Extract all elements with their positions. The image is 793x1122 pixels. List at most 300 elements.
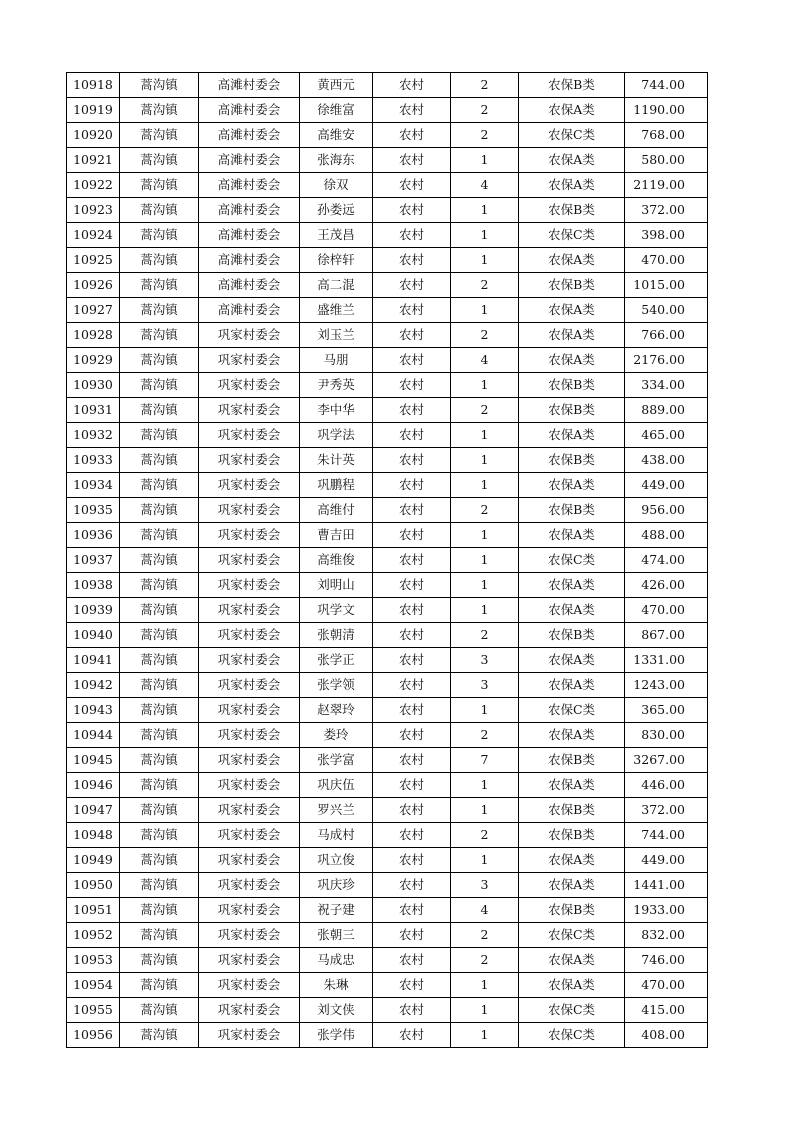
village-committee-cell: 高滩村委会	[199, 248, 300, 273]
town-cell: 蒿沟镇	[120, 898, 199, 923]
table-row	[67, 848, 708, 873]
person-name-cell: 刘文侠	[300, 998, 373, 1023]
insurance-category-cell: 农保B类	[519, 898, 625, 923]
household-count-cell: 2	[451, 273, 519, 298]
area-type-cell: 农村	[373, 573, 451, 598]
household-count-cell: 1	[451, 1023, 519, 1048]
amount-cell: 398.00	[625, 223, 708, 248]
town-cell: 蒿沟镇	[120, 173, 199, 198]
household-count-cell: 2	[451, 73, 519, 98]
person-name-cell: 刘玉兰	[300, 323, 373, 348]
amount-cell: 580.00	[625, 148, 708, 173]
table-row	[67, 123, 708, 148]
amount-cell: 449.00	[625, 473, 708, 498]
town-cell: 蒿沟镇	[120, 873, 199, 898]
town-cell: 蒿沟镇	[120, 573, 199, 598]
area-type-cell: 农村	[373, 198, 451, 223]
household-count-cell: 2	[451, 323, 519, 348]
person-name-cell: 黄西元	[300, 73, 373, 98]
insurance-category-cell: 农保A类	[519, 873, 625, 898]
table-row	[67, 723, 708, 748]
amount-cell: 830.00	[625, 723, 708, 748]
record-id-cell: 10955	[67, 998, 120, 1023]
amount-cell: 470.00	[625, 248, 708, 273]
town-cell: 蒿沟镇	[120, 98, 199, 123]
area-type-cell: 农村	[373, 923, 451, 948]
person-name-cell: 刘明山	[300, 573, 373, 598]
town-cell: 蒿沟镇	[120, 348, 199, 373]
village-committee-cell: 巩家村委会	[199, 848, 300, 873]
person-name-cell: 尹秀英	[300, 373, 373, 398]
village-committee-cell: 巩家村委会	[199, 698, 300, 723]
household-count-cell: 4	[451, 173, 519, 198]
amount-cell: 540.00	[625, 298, 708, 323]
person-name-cell: 张学正	[300, 648, 373, 673]
person-name-cell: 张海东	[300, 148, 373, 173]
village-committee-cell: 巩家村委会	[199, 598, 300, 623]
area-type-cell: 农村	[373, 798, 451, 823]
area-type-cell: 农村	[373, 548, 451, 573]
area-type-cell: 农村	[373, 598, 451, 623]
town-cell: 蒿沟镇	[120, 848, 199, 873]
person-name-cell: 巩学法	[300, 423, 373, 448]
record-id-cell: 10929	[67, 348, 120, 373]
village-committee-cell: 巩家村委会	[199, 473, 300, 498]
amount-cell: 1015.00	[625, 273, 708, 298]
table-row	[67, 823, 708, 848]
area-type-cell: 农村	[373, 623, 451, 648]
town-cell: 蒿沟镇	[120, 123, 199, 148]
insurance-category-cell: 农保A类	[519, 473, 625, 498]
record-id-cell: 10934	[67, 473, 120, 498]
record-id-cell: 10937	[67, 548, 120, 573]
household-count-cell: 2	[451, 823, 519, 848]
table-row	[67, 498, 708, 523]
amount-cell: 372.00	[625, 198, 708, 223]
amount-cell: 746.00	[625, 948, 708, 973]
household-count-cell: 1	[451, 798, 519, 823]
table-row	[67, 798, 708, 823]
area-type-cell: 农村	[373, 123, 451, 148]
person-name-cell: 徐维富	[300, 98, 373, 123]
town-cell: 蒿沟镇	[120, 673, 199, 698]
insurance-category-cell: 农保B类	[519, 73, 625, 98]
record-id-cell: 10920	[67, 123, 120, 148]
village-committee-cell: 巩家村委会	[199, 398, 300, 423]
insurance-category-cell: 农保C类	[519, 123, 625, 148]
village-committee-cell: 高滩村委会	[199, 198, 300, 223]
amount-cell: 415.00	[625, 998, 708, 1023]
amount-cell: 449.00	[625, 848, 708, 873]
amount-cell: 889.00	[625, 398, 708, 423]
record-id-cell: 10952	[67, 923, 120, 948]
household-count-cell: 1	[451, 373, 519, 398]
amount-cell: 832.00	[625, 923, 708, 948]
village-committee-cell: 巩家村委会	[199, 773, 300, 798]
household-count-cell: 1	[451, 298, 519, 323]
amount-cell: 446.00	[625, 773, 708, 798]
household-count-cell: 1	[451, 548, 519, 573]
household-count-cell: 4	[451, 898, 519, 923]
village-committee-cell: 巩家村委会	[199, 623, 300, 648]
table-row	[67, 223, 708, 248]
village-committee-cell: 巩家村委会	[199, 973, 300, 998]
household-count-cell: 1	[451, 448, 519, 473]
record-id-cell: 10947	[67, 798, 120, 823]
person-name-cell: 张学领	[300, 673, 373, 698]
person-name-cell: 王茂昌	[300, 223, 373, 248]
area-type-cell: 农村	[373, 223, 451, 248]
person-name-cell: 孙娄远	[300, 198, 373, 223]
person-name-cell: 李中华	[300, 398, 373, 423]
insurance-category-cell: 农保A类	[519, 98, 625, 123]
insurance-category-cell: 农保A类	[519, 173, 625, 198]
area-type-cell: 农村	[373, 173, 451, 198]
table-row	[67, 248, 708, 273]
record-id-cell: 10928	[67, 323, 120, 348]
person-name-cell: 高二混	[300, 273, 373, 298]
area-type-cell: 农村	[373, 423, 451, 448]
person-name-cell: 马成忠	[300, 948, 373, 973]
record-id-cell: 10946	[67, 773, 120, 798]
village-committee-cell: 巩家村委会	[199, 948, 300, 973]
amount-cell: 1243.00	[625, 673, 708, 698]
person-name-cell: 赵翠玲	[300, 698, 373, 723]
household-count-cell: 1	[451, 423, 519, 448]
table-body	[67, 73, 708, 1048]
insurance-category-cell: 农保C类	[519, 223, 625, 248]
record-id-cell: 10923	[67, 198, 120, 223]
person-name-cell: 张学伟	[300, 1023, 373, 1048]
person-name-cell: 娄玲	[300, 723, 373, 748]
town-cell: 蒿沟镇	[120, 773, 199, 798]
person-name-cell: 巩鹏程	[300, 473, 373, 498]
town-cell: 蒿沟镇	[120, 698, 199, 723]
record-id-cell: 10919	[67, 98, 120, 123]
table-row	[67, 448, 708, 473]
village-committee-cell: 高滩村委会	[199, 98, 300, 123]
record-id-cell: 10945	[67, 748, 120, 773]
record-id-cell: 10943	[67, 698, 120, 723]
area-type-cell: 农村	[373, 523, 451, 548]
table-row	[67, 373, 708, 398]
record-id-cell: 10926	[67, 273, 120, 298]
person-name-cell: 张朝清	[300, 623, 373, 648]
person-name-cell: 张学富	[300, 748, 373, 773]
insurance-category-cell: 农保A类	[519, 673, 625, 698]
amount-cell: 334.00	[625, 373, 708, 398]
area-type-cell: 农村	[373, 698, 451, 723]
household-count-cell: 1	[451, 998, 519, 1023]
record-id-cell: 10941	[67, 648, 120, 673]
town-cell: 蒿沟镇	[120, 423, 199, 448]
area-type-cell: 农村	[373, 298, 451, 323]
area-type-cell: 农村	[373, 73, 451, 98]
village-committee-cell: 高滩村委会	[199, 123, 300, 148]
amount-cell: 426.00	[625, 573, 708, 598]
insurance-category-cell: 农保C类	[519, 698, 625, 723]
town-cell: 蒿沟镇	[120, 823, 199, 848]
insurance-category-cell: 农保C类	[519, 1023, 625, 1048]
household-count-cell: 2	[451, 98, 519, 123]
table-row	[67, 173, 708, 198]
area-type-cell: 农村	[373, 448, 451, 473]
table-row	[67, 348, 708, 373]
table-row	[67, 323, 708, 348]
table-row	[67, 773, 708, 798]
town-cell: 蒿沟镇	[120, 723, 199, 748]
insurance-category-cell: 农保B类	[519, 198, 625, 223]
town-cell: 蒿沟镇	[120, 948, 199, 973]
person-name-cell: 高维安	[300, 123, 373, 148]
table-row	[67, 698, 708, 723]
area-type-cell: 农村	[373, 648, 451, 673]
household-count-cell: 7	[451, 748, 519, 773]
amount-cell: 744.00	[625, 823, 708, 848]
insurance-category-cell: 农保A类	[519, 323, 625, 348]
table-row	[67, 523, 708, 548]
household-count-cell: 1	[451, 523, 519, 548]
insurance-category-cell: 农保A类	[519, 573, 625, 598]
area-type-cell: 农村	[373, 148, 451, 173]
amount-cell: 465.00	[625, 423, 708, 448]
village-committee-cell: 巩家村委会	[199, 448, 300, 473]
village-committee-cell: 巩家村委会	[199, 548, 300, 573]
amount-cell: 1933.00	[625, 898, 708, 923]
insurance-category-cell: 农保A类	[519, 248, 625, 273]
village-committee-cell: 高滩村委会	[199, 173, 300, 198]
town-cell: 蒿沟镇	[120, 198, 199, 223]
table-row	[67, 298, 708, 323]
household-count-cell: 2	[451, 498, 519, 523]
village-committee-cell: 巩家村委会	[199, 673, 300, 698]
village-committee-cell: 巩家村委会	[199, 1023, 300, 1048]
insurance-category-cell: 农保A类	[519, 773, 625, 798]
town-cell: 蒿沟镇	[120, 623, 199, 648]
person-name-cell: 徐双	[300, 173, 373, 198]
insurance-category-cell: 农保B类	[519, 448, 625, 473]
household-count-cell: 4	[451, 348, 519, 373]
village-committee-cell: 巩家村委会	[199, 498, 300, 523]
town-cell: 蒿沟镇	[120, 273, 199, 298]
town-cell: 蒿沟镇	[120, 923, 199, 948]
village-committee-cell: 巩家村委会	[199, 748, 300, 773]
household-count-cell: 1	[451, 223, 519, 248]
household-count-cell: 3	[451, 673, 519, 698]
area-type-cell: 农村	[373, 373, 451, 398]
amount-cell: 474.00	[625, 548, 708, 573]
amount-cell: 2176.00	[625, 348, 708, 373]
area-type-cell: 农村	[373, 348, 451, 373]
village-committee-cell: 巩家村委会	[199, 723, 300, 748]
town-cell: 蒿沟镇	[120, 523, 199, 548]
insurance-category-cell: 农保A类	[519, 423, 625, 448]
amount-cell: 1441.00	[625, 873, 708, 898]
household-count-cell: 1	[451, 473, 519, 498]
village-committee-cell: 巩家村委会	[199, 348, 300, 373]
village-committee-cell: 巩家村委会	[199, 798, 300, 823]
amount-cell: 470.00	[625, 973, 708, 998]
record-id-cell: 10935	[67, 498, 120, 523]
town-cell: 蒿沟镇	[120, 1023, 199, 1048]
person-name-cell: 高维俊	[300, 548, 373, 573]
person-name-cell: 朱计英	[300, 448, 373, 473]
table-row	[67, 98, 708, 123]
record-id-cell: 10944	[67, 723, 120, 748]
person-name-cell: 巩庆珍	[300, 873, 373, 898]
household-count-cell: 1	[451, 148, 519, 173]
person-name-cell: 巩学文	[300, 598, 373, 623]
insurance-category-cell: 农保A类	[519, 948, 625, 973]
table-row	[67, 598, 708, 623]
person-name-cell: 祝子建	[300, 898, 373, 923]
village-committee-cell: 巩家村委会	[199, 423, 300, 448]
table-row	[67, 648, 708, 673]
household-count-cell: 3	[451, 648, 519, 673]
household-count-cell: 2	[451, 723, 519, 748]
village-committee-cell: 巩家村委会	[199, 523, 300, 548]
record-id-cell: 10925	[67, 248, 120, 273]
record-id-cell: 10924	[67, 223, 120, 248]
table-row	[67, 423, 708, 448]
record-id-cell: 10948	[67, 823, 120, 848]
amount-cell: 766.00	[625, 323, 708, 348]
insurance-category-cell: 农保A类	[519, 848, 625, 873]
record-id-cell: 10927	[67, 298, 120, 323]
town-cell: 蒿沟镇	[120, 798, 199, 823]
amount-cell: 1331.00	[625, 648, 708, 673]
village-committee-cell: 高滩村委会	[199, 148, 300, 173]
town-cell: 蒿沟镇	[120, 473, 199, 498]
record-id-cell: 10930	[67, 373, 120, 398]
amount-cell: 365.00	[625, 698, 708, 723]
record-id-cell: 10940	[67, 623, 120, 648]
insurance-category-cell: 农保A类	[519, 348, 625, 373]
insurance-category-cell: 农保B类	[519, 273, 625, 298]
person-name-cell: 巩庆伍	[300, 773, 373, 798]
insurance-category-cell: 农保B类	[519, 373, 625, 398]
table-row	[67, 623, 708, 648]
record-id-cell: 10954	[67, 973, 120, 998]
person-name-cell: 朱琳	[300, 973, 373, 998]
town-cell: 蒿沟镇	[120, 248, 199, 273]
area-type-cell: 农村	[373, 898, 451, 923]
area-type-cell: 农村	[373, 673, 451, 698]
amount-cell: 956.00	[625, 498, 708, 523]
area-type-cell: 农村	[373, 473, 451, 498]
person-name-cell: 高维付	[300, 498, 373, 523]
amount-cell: 867.00	[625, 623, 708, 648]
amount-cell: 1190.00	[625, 98, 708, 123]
village-committee-cell: 高滩村委会	[199, 223, 300, 248]
town-cell: 蒿沟镇	[120, 548, 199, 573]
record-id-cell: 10922	[67, 173, 120, 198]
household-count-cell: 1	[451, 248, 519, 273]
table-row	[67, 398, 708, 423]
insurance-category-cell: 农保A类	[519, 148, 625, 173]
record-id-cell: 10931	[67, 398, 120, 423]
insurance-category-cell: 农保C类	[519, 548, 625, 573]
person-name-cell: 张朝三	[300, 923, 373, 948]
person-name-cell: 徐梓轩	[300, 248, 373, 273]
amount-cell: 768.00	[625, 123, 708, 148]
insurance-category-cell: 农保C类	[519, 998, 625, 1023]
insurance-category-cell: 农保B类	[519, 748, 625, 773]
town-cell: 蒿沟镇	[120, 748, 199, 773]
area-type-cell: 农村	[373, 723, 451, 748]
record-id-cell: 10951	[67, 898, 120, 923]
household-count-cell: 1	[451, 698, 519, 723]
village-committee-cell: 巩家村委会	[199, 323, 300, 348]
household-count-cell: 1	[451, 573, 519, 598]
insurance-category-cell: 农保A类	[519, 298, 625, 323]
village-committee-cell: 高滩村委会	[199, 73, 300, 98]
village-committee-cell: 巩家村委会	[199, 573, 300, 598]
table-row	[67, 998, 708, 1023]
area-type-cell: 农村	[373, 248, 451, 273]
town-cell: 蒿沟镇	[120, 323, 199, 348]
area-type-cell: 农村	[373, 773, 451, 798]
town-cell: 蒿沟镇	[120, 398, 199, 423]
table-row	[67, 73, 708, 98]
person-name-cell: 马朋	[300, 348, 373, 373]
amount-cell: 488.00	[625, 523, 708, 548]
household-count-cell: 2	[451, 948, 519, 973]
insurance-category-cell: 农保B类	[519, 398, 625, 423]
household-count-cell: 2	[451, 923, 519, 948]
household-count-cell: 2	[451, 398, 519, 423]
area-type-cell: 农村	[373, 498, 451, 523]
town-cell: 蒿沟镇	[120, 998, 199, 1023]
town-cell: 蒿沟镇	[120, 648, 199, 673]
table-row	[67, 573, 708, 598]
area-type-cell: 农村	[373, 398, 451, 423]
amount-cell: 744.00	[625, 73, 708, 98]
insurance-category-cell: 农保B类	[519, 623, 625, 648]
town-cell: 蒿沟镇	[120, 373, 199, 398]
insurance-category-cell: 农保B类	[519, 798, 625, 823]
person-name-cell: 曹吉田	[300, 523, 373, 548]
village-committee-cell: 巩家村委会	[199, 823, 300, 848]
town-cell: 蒿沟镇	[120, 298, 199, 323]
insurance-category-cell: 农保A类	[519, 973, 625, 998]
table-row	[67, 198, 708, 223]
household-count-cell: 2	[451, 123, 519, 148]
area-type-cell: 农村	[373, 998, 451, 1023]
record-id-cell: 10939	[67, 598, 120, 623]
table-row	[67, 923, 708, 948]
record-id-cell: 10942	[67, 673, 120, 698]
insurance-category-cell: 农保B类	[519, 498, 625, 523]
table-row	[67, 873, 708, 898]
table-row	[67, 898, 708, 923]
amount-cell: 470.00	[625, 598, 708, 623]
insurance-category-cell: 农保C类	[519, 923, 625, 948]
amount-cell: 372.00	[625, 798, 708, 823]
household-count-cell: 1	[451, 198, 519, 223]
table-row	[67, 548, 708, 573]
town-cell: 蒿沟镇	[120, 148, 199, 173]
area-type-cell: 农村	[373, 973, 451, 998]
table-row	[67, 1023, 708, 1048]
area-type-cell: 农村	[373, 748, 451, 773]
insurance-category-cell: 农保A类	[519, 598, 625, 623]
insurance-category-cell: 农保B类	[519, 823, 625, 848]
town-cell: 蒿沟镇	[120, 598, 199, 623]
village-committee-cell: 巩家村委会	[199, 998, 300, 1023]
village-committee-cell: 巩家村委会	[199, 648, 300, 673]
household-count-cell: 1	[451, 598, 519, 623]
